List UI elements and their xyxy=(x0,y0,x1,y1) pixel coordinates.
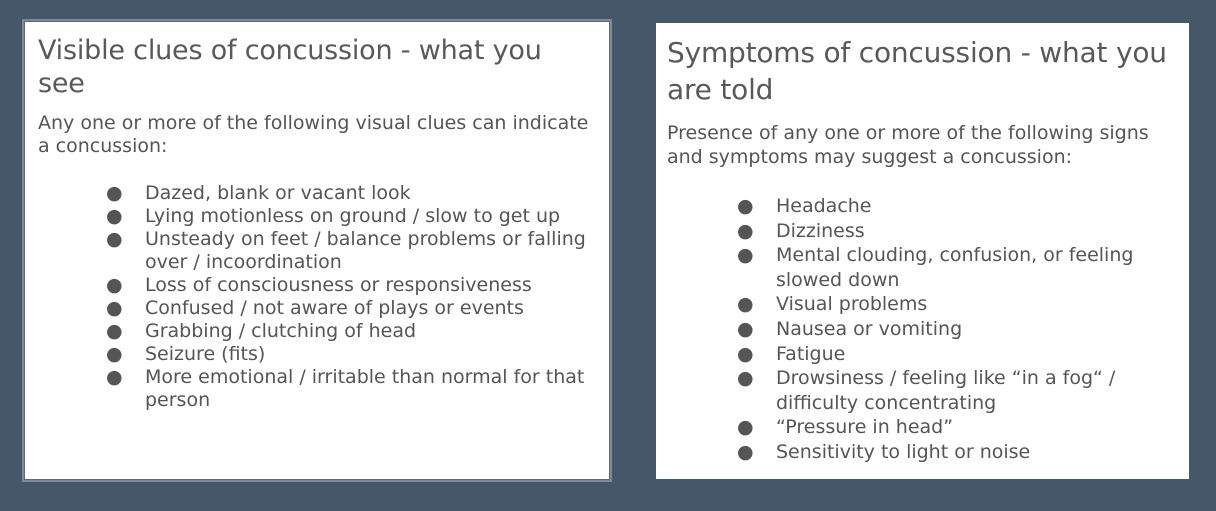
bullet-icon: ● xyxy=(737,219,754,242)
list-item xyxy=(737,415,1179,440)
bullet-icon: ● xyxy=(106,297,123,319)
list-item xyxy=(737,219,1179,244)
list-item-text: Loss of consciousness or responsiveness xyxy=(145,274,532,296)
bullet-icon: ● xyxy=(106,366,123,388)
list-item xyxy=(737,366,1179,415)
symptoms-title: Symptoms of concussion - what you are told xyxy=(667,36,1167,106)
list-item xyxy=(106,297,596,320)
list-item xyxy=(106,343,596,366)
list-item-text: Dizziness xyxy=(776,219,865,242)
list-item-text: Grabbing / clutching of head xyxy=(145,320,417,342)
list-item-text: Unsteady on feet / balance problems or falling over / incoordination xyxy=(145,228,586,273)
symptoms-intro: Presence of any one or more of the following signs and symptoms may suggest a concussion: xyxy=(667,122,1149,168)
list-item-text: Confused / not aware of plays or events xyxy=(145,297,524,319)
visible-clues-card xyxy=(22,19,612,482)
list-item-text: Seizure (fits) xyxy=(145,343,266,365)
list-item-text: Sensitivity to light or noise xyxy=(776,440,1031,463)
list-item xyxy=(106,182,596,205)
list-item-text: Headache xyxy=(776,195,872,217)
list-item xyxy=(737,292,1179,317)
list-item-text: Lying motionless on ground / slow to get up xyxy=(145,205,561,227)
bullet-icon: ● xyxy=(106,182,123,204)
visible-clues-intro: Any one or more of the following visual clues can indicate a concussion: xyxy=(38,112,589,157)
bullet-icon: ● xyxy=(737,367,754,390)
bullet-icon: ● xyxy=(106,205,123,227)
bullet-icon: ● xyxy=(737,342,754,365)
visible-clues-list xyxy=(38,182,596,412)
bullet-icon: ● xyxy=(106,228,123,250)
list-item xyxy=(106,366,596,412)
list-item-text: Visual problems xyxy=(776,293,928,316)
list-item-text: “Pressure in head” xyxy=(776,416,954,439)
list-item xyxy=(737,243,1179,292)
bullet-icon: ● xyxy=(106,274,123,296)
list-item xyxy=(106,320,596,343)
list-item-text: Fatigue xyxy=(776,342,846,365)
bullet-icon: ● xyxy=(737,244,754,267)
list-item-text: More emotional / irritable than normal for that person xyxy=(145,366,585,411)
list-item xyxy=(737,440,1179,465)
bullet-icon: ● xyxy=(737,440,754,463)
bullet-icon: ● xyxy=(106,343,123,365)
bullet-icon: ● xyxy=(737,416,754,439)
bullet-icon: ● xyxy=(106,320,123,342)
list-item xyxy=(737,342,1179,367)
list-item xyxy=(106,205,596,228)
list-item xyxy=(737,194,1179,219)
list-item-text: Mental clouding, confusion, or feeling slowed down xyxy=(776,244,1134,291)
list-item xyxy=(737,317,1179,342)
list-item-text: Nausea or vomiting xyxy=(776,317,963,340)
list-item-text: Dazed, blank or vacant look xyxy=(145,182,411,204)
visible-clues-title: Visible clues of concussion - what you see xyxy=(38,35,542,99)
symptoms-list xyxy=(667,194,1179,465)
bullet-icon: ● xyxy=(737,317,754,340)
list-item xyxy=(106,274,596,297)
list-item xyxy=(106,228,596,274)
list-item-text: Drowsiness / feeling like “in a fog“ / difficulty concentrating xyxy=(776,367,1116,414)
bullet-icon: ● xyxy=(737,293,754,316)
symptoms-card xyxy=(656,23,1189,479)
bullet-icon: ● xyxy=(737,195,754,217)
